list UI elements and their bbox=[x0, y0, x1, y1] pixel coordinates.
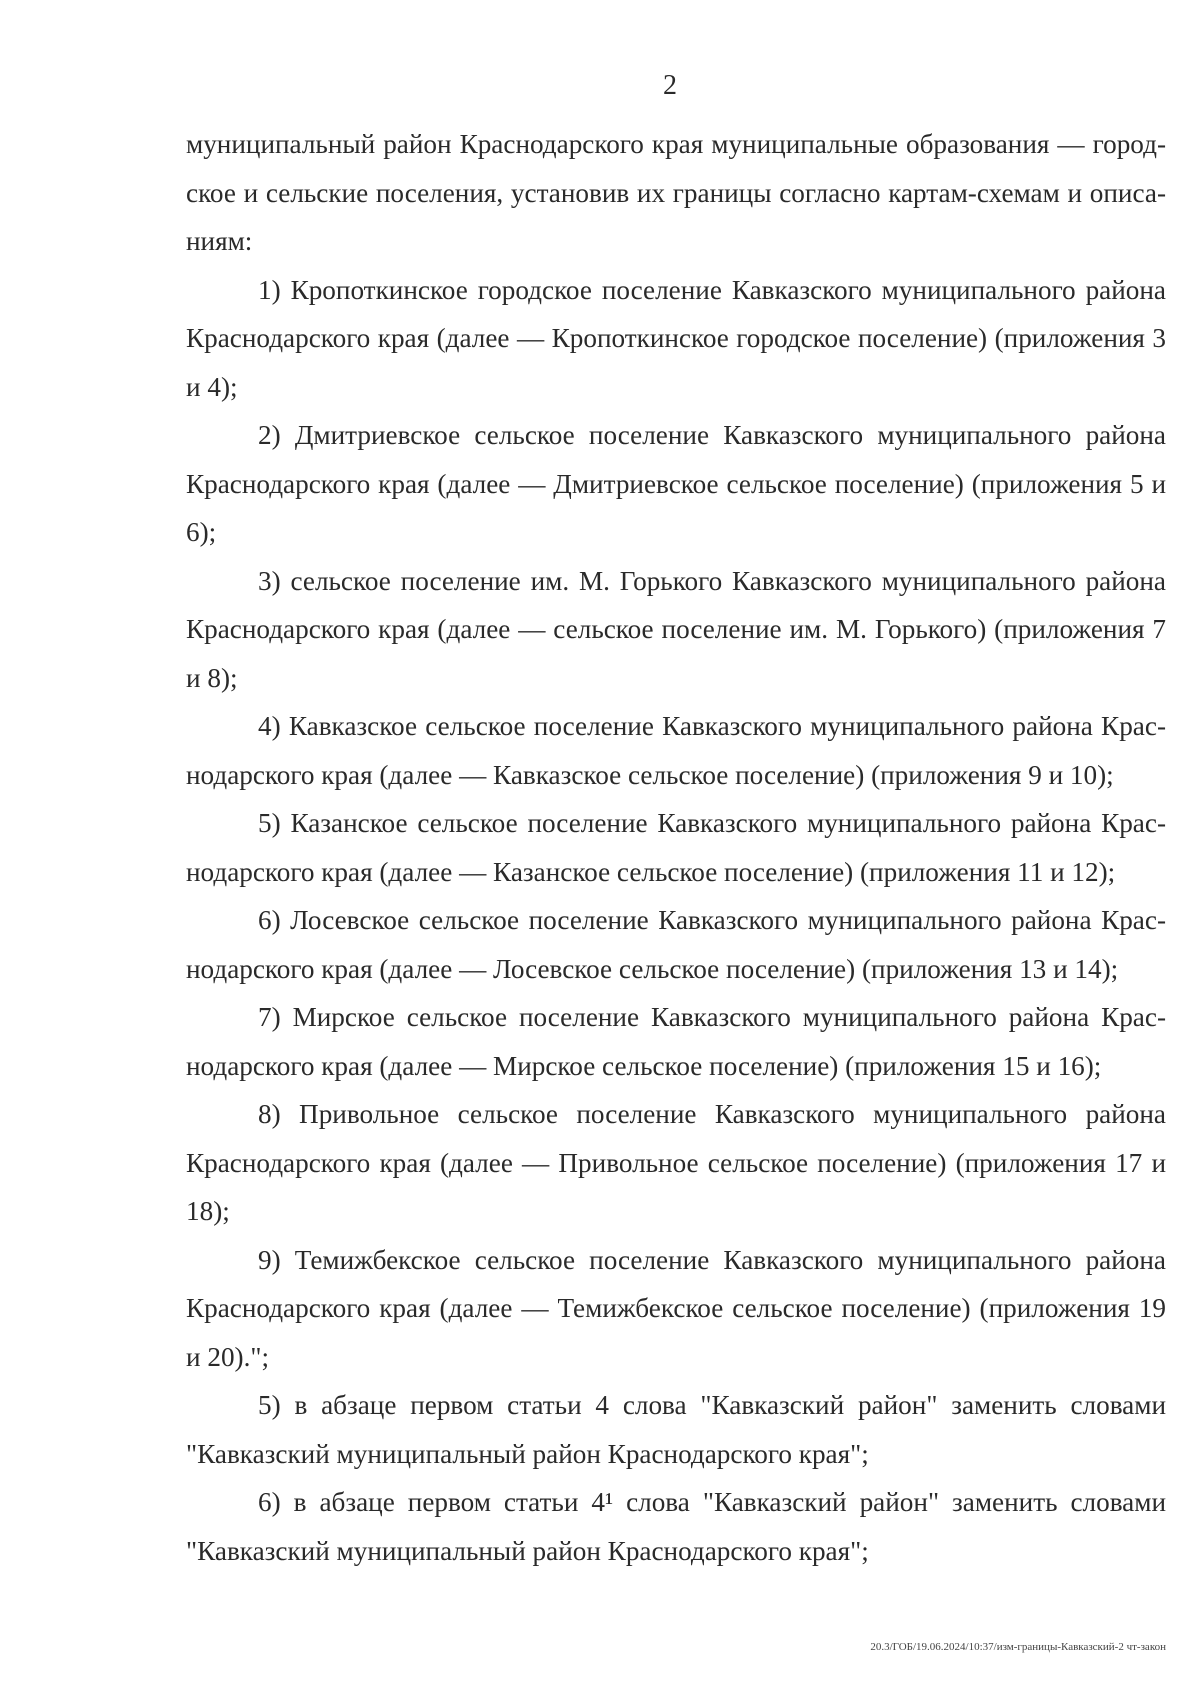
footer-stamp: 20.3/ГОБ/19.06.2024/10:37/изм-границы-Кавказский-2 чт-закон bbox=[870, 1641, 1166, 1653]
list-item-2: 2) Дмитриевское сельское поселение Кавказского муниципального района Краснодарского края (далее — Дмитриевское сельское поселение) (приложения 5 и 6); bbox=[186, 420, 1166, 547]
amendment-item-6: 6) в абзаце первом статьи 4¹ слова "Кавказский район" заменить словами "Кавказский муниципальный район Краснодарского края"; bbox=[186, 1487, 1166, 1566]
list-item-6: 6) Лосевское сельское поселение Кавказского муниципального района Краснодарского края (далее — Лосевское сельское поселение) (приложения 13 и 14); bbox=[186, 905, 1166, 984]
body-text bbox=[186, 120, 1166, 1575]
list-item-3: 3) сельское поселение им. М. Горького Кавказского муниципального района Краснодарского края (далее — сельское поселение им. М. Горького) (приложения 7 и 8); bbox=[186, 565, 1166, 693]
list-item-1: 1) Кропоткинское городское поселение Кавказского муниципального района Краснодарского края (далее — Кропоткинское городское поселение) (приложения 3 и 4); bbox=[186, 274, 1166, 402]
list-item-9: 9) Темижбекское сельское поселение Кавказского муниципального района Краснодарского края (далее — Темижбекское сельское поселение) (приложения 19 и 20)."; bbox=[186, 1244, 1166, 1372]
list-item-7: 7) Мирское сельское поселение Кавказского муниципального района Краснодарского края (далее — Мирское сельское поселение) (приложения 15 и 16); bbox=[186, 1002, 1166, 1081]
list-item-4: 4) Кавказское сельское поселение Кавказского муниципального района Краснодарского края (далее — Кавказское сельское поселение) (приложения 9 и 10); bbox=[186, 711, 1166, 790]
list-item-5: 5) Казанское сельское поселение Кавказского муниципального района Краснодарского края (далее — Казанское сельское поселение) (приложения 11 и 12); bbox=[186, 808, 1166, 887]
amendment-item-5: 5) в абзаце первом статьи 4 слова "Кавказский район" заменить словами "Кавказский муниципальный район Краснодарского края"; bbox=[186, 1390, 1166, 1469]
page-number: 2 bbox=[663, 70, 677, 101]
list-item-8: 8) Привольное сельское поселение Кавказского муниципального района Краснодарского края (далее — Привольное сельское поселение) (приложения 17 и 18); bbox=[186, 1099, 1166, 1226]
paragraph-continuation: муниципальный район Краснодарского края муниципальные образования — городское и сельские поселения, установив их границы согласно картам-схемам и описаниям: bbox=[186, 129, 1166, 256]
